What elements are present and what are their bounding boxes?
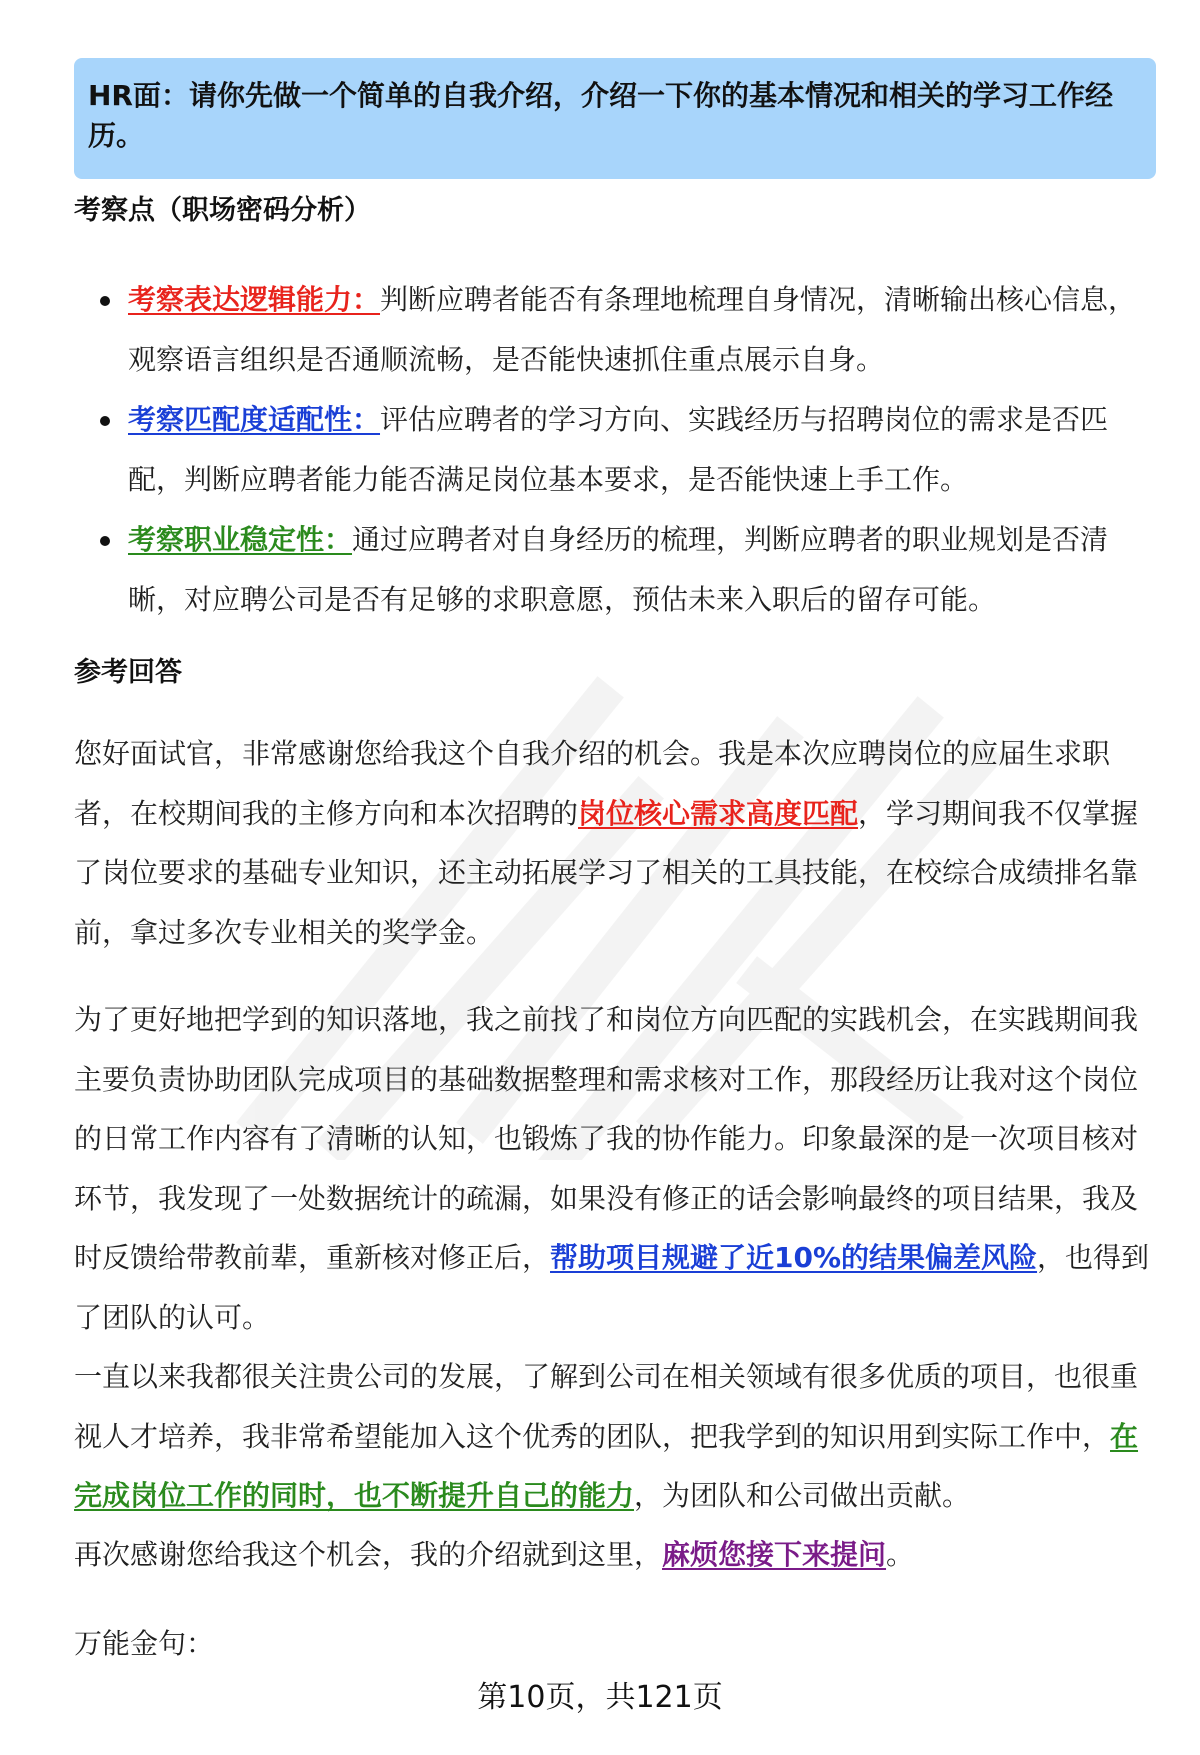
p4-text-before: 再次感谢您给我这个机会，我的介绍就到这里， [74,1538,663,1571]
analysis-text-logic: 判断应聘者能否有条理地梳理自身情况，清晰输出核心信息，观察语言组织是否通顺流畅，是否能快速抓住重点展示自身。 [128,283,1137,376]
question-box [74,58,1156,179]
p2-highlight: 帮助项目规避了近10%的结果偏差风险 [550,1241,1038,1274]
p3-text-before: 一直以来我都很关注贵公司的发展，了解到公司在相关领域有很多优质的项目，也很重视人才培养，我非常希望能加入这个优秀的团队，把我学到的知识用到实际工作中， [74,1360,1139,1453]
p4-text-after: 。 [886,1538,915,1571]
p2-text-before: 为了更好地把学到的知识落地，我之前找了和岗位方向匹配的实践机会，在实践期间我主要负责协助团队完成项目的基础数据整理和需求核对工作，那段经历让我对这个岗位的日常工作内容有了清晰的认知，也锻炼了我的协作能力。印象最深的是一次项目核对环节，我发现了一处数据统计的疏漏，如果没有修正的话会影响最终的项目结果，我及时反馈给带教前辈，重新核对修正后， [74,1003,1139,1274]
analysis-item-stability [74,510,1164,630]
question-text: HR面：请你先做一个简单的自我介绍，介绍一下你的基本情况和相关的学习工作经历。 [88,79,1113,152]
bullet-icon [100,416,110,426]
analysis-item-match [74,390,1164,510]
analysis-text-match: 评估应聘者的学习方向、实践经历与招聘岗位的需求是否匹配，判断应聘者能力能否满足岗位基本要求，是否能快速上手工作。 [128,403,1109,496]
p4-highlight: 麻烦您接下来提问 [662,1538,887,1571]
answer-heading: 参考回答 [74,657,182,688]
bullet-icon [100,536,110,546]
bullet-icon [100,296,110,306]
analysis-list [74,270,1164,630]
p1-highlight: 岗位核心需求高度匹配 [578,796,859,830]
analysis-label-match: 考察匹配度适配性： [128,403,381,436]
p1-text-before: 您好面试官，非常感谢您给我这个自我介绍的机会。我是本次应聘岗位的应届生求职者，在校期间我的主修方向和本次招聘的 [74,737,1111,830]
p1-text-after: ，学习期间我不仅掌握了岗位要求的基础专业知识，还主动拓展学习了相关的工具技能，在校综合成绩排名靠前，拿过多次专业相关的奖学金。 [74,796,1139,949]
golden-sentence-label: 万能金句： [74,1627,215,1660]
p3-highlight: 在完成岗位工作的同时，也不断提升自己的能力 [74,1419,1139,1512]
p2-text-after: ，也得到了团队的认可。 [74,1241,1150,1334]
analysis-label-stability: 考察职业稳定性： [128,523,353,556]
answer-paragraph-3 [74,1347,1164,1526]
p3-text-after: ，为团队和公司做出贡献。 [634,1479,971,1512]
analysis-label-logic: 考察表达逻辑能力： [128,283,381,316]
page-indicator: 第10页，共121页 [477,1680,723,1715]
analysis-item-logic [74,270,1164,390]
analysis-heading: 考察点（职场密码分析） [74,195,371,226]
answer-paragraph-4 [74,1525,1164,1585]
analysis-text-stability: 通过应聘者对自身经历的梳理，判断应聘者的职业规划是否清晰，对应聘公司是否有足够的求职意愿，预估未来入职后的留存可能。 [128,523,1109,616]
answer-paragraph-1 [74,724,1164,962]
answer-paragraph-2 [74,990,1164,1347]
